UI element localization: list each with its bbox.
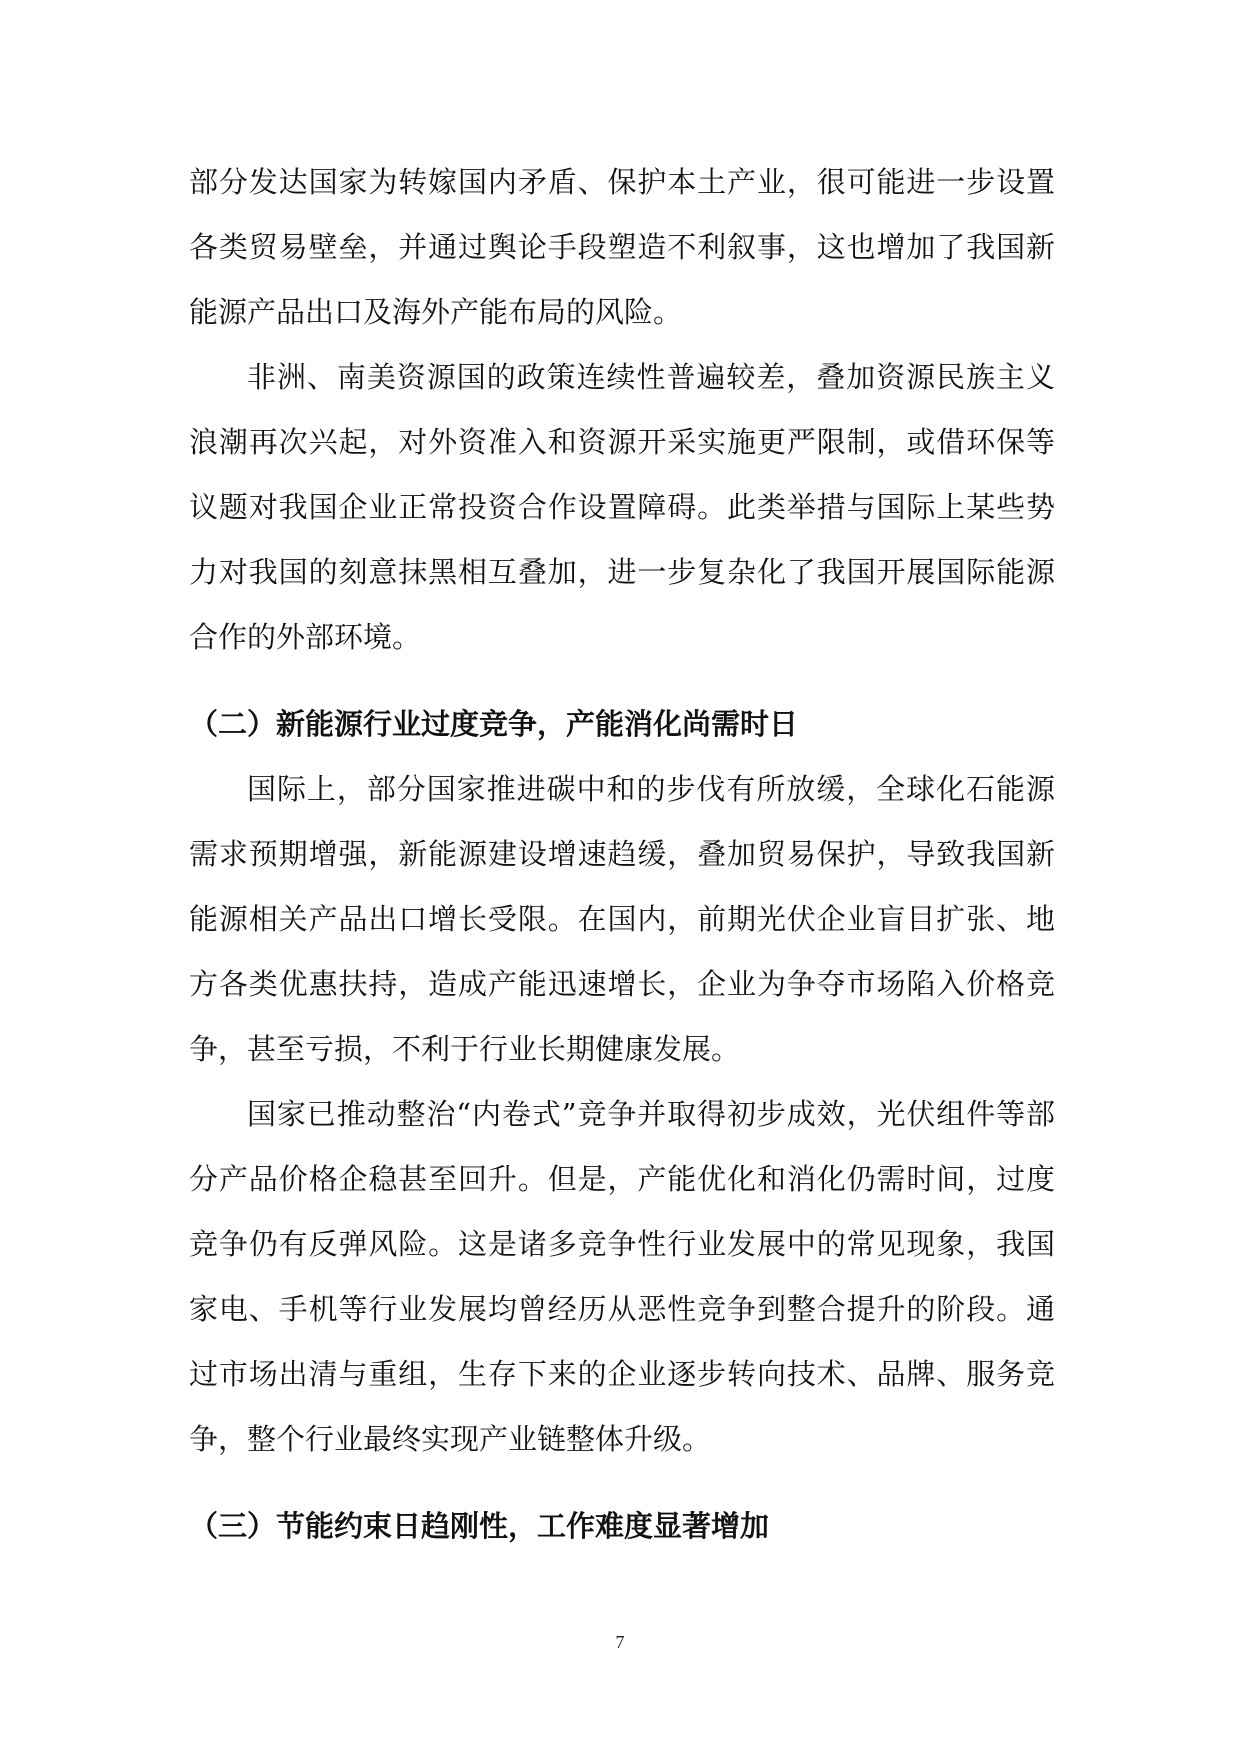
paragraph-resource-countries: 非洲、南美资源国的政策连续性普遍较差，叠加资源民族主义浪潮再次兴起，对外资准入和资源开采实施更严限制，或借环保等议题对我国企业正常投资合作设置障碍。此类举措与国际上某些势力对我国的刻意抹黑相互叠加，进一步复杂化了我国开展国际能源合作的外部环境。 [189,360,1055,654]
paragraph-involution-governance: 国家已推动整治“内卷式”竞争并取得初步成效，光伏组件等部分产品价格企稳甚至回升。但是，产能优化和消化仍需时间，过度竞争仍有反弹风险。这是诸多竞争性行业发展中的常见现象，我国家电、手机等行业发展均曾经历从恶性竞争到整合提升的阶段。通过市场出清与重组，生存下来的企业逐步转向技术、品牌、服务竞争，整个行业最终实现产业链整体升级。 [189,1097,1055,1456]
section-heading-energy-saving: （三）节能约束日趋刚性，工作难度显著增加 [189,1509,770,1543]
section-heading-overcompetition: （二）新能源行业过度竞争，产能消化尚需时日 [189,707,799,741]
paragraph-international-demand: 国际上，部分国家推进碳中和的步伐有所放缓，全球化石能源需求预期增强，新能源建设增速趋缓，叠加贸易保护，导致我国新能源相关产品出口增长受限。在国内，前期光伏企业盲目扩张、地方各类优惠扶持，造成产能迅速增长，企业为争夺市场陷入价格竞争，甚至亏损，不利于行业长期健康发展。 [189,772,1055,1066]
page-number: 7 [615,1632,625,1652]
document-body [189,150,1055,1559]
paragraph-trade-barriers: 部分发达国家为转嫁国内矛盾、保护本土产业，很可能进一步设置各类贸易壁垒，并通过舆论手段塑造不利叙事，这也增加了我国新能源产品出口及海外产能布局的风险。 [189,165,1055,329]
